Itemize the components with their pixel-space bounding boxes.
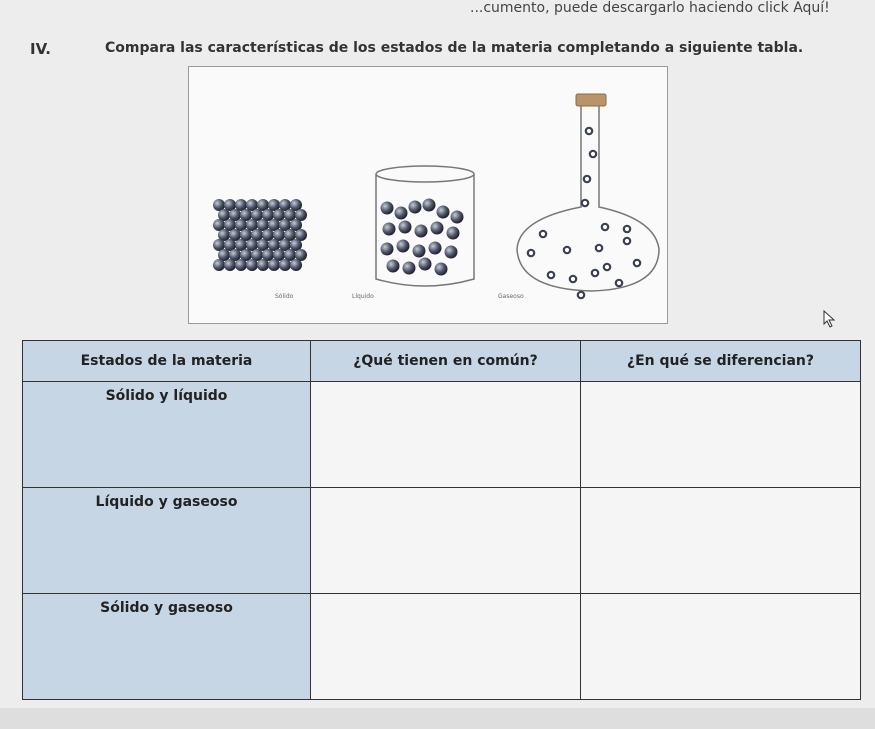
liquid-particle	[447, 227, 460, 240]
gas-particle	[596, 245, 602, 251]
liquid-particles	[381, 199, 464, 276]
gas-particle	[584, 176, 590, 182]
comparison-table	[22, 340, 861, 700]
gas-particle	[602, 224, 608, 230]
solid-particle	[268, 259, 280, 271]
header-common: ¿Qué tienen en común?	[311, 341, 581, 382]
solid-particle	[279, 259, 291, 271]
answer-cell-difference[interactable]	[581, 488, 861, 594]
liquid-particle	[381, 243, 394, 256]
solid-particle	[257, 259, 269, 271]
table-row	[23, 382, 861, 488]
liquid-particle	[429, 242, 442, 255]
header-differences: ¿En qué se diferencian?	[581, 341, 861, 382]
table-row	[23, 594, 861, 700]
liquid-particle	[437, 206, 450, 219]
gas-particle	[578, 292, 584, 298]
liquid-particle	[397, 240, 410, 253]
gas-particle	[624, 226, 630, 232]
solid-particles	[213, 199, 307, 271]
solid-particle	[246, 259, 258, 271]
gas-label: Gaseoso	[498, 293, 524, 300]
download-note: ...cumento, puede descargarlo haciendo click Aquí!	[470, 0, 830, 16]
states-of-matter-figure	[188, 66, 668, 324]
liquid-particle	[413, 245, 426, 258]
gas-particle	[586, 128, 592, 134]
solid-particle	[235, 259, 247, 271]
gas-particle	[582, 200, 588, 206]
solid-particle	[290, 259, 302, 271]
liquid-particle	[445, 246, 458, 259]
liquid-particle	[383, 223, 396, 236]
answer-cell-common[interactable]	[311, 488, 581, 594]
solid-particle	[213, 259, 225, 271]
solid-particle	[224, 259, 236, 271]
gas-particle	[540, 231, 546, 237]
gas-particle	[548, 272, 554, 278]
mouse-cursor-icon	[823, 310, 837, 332]
header-states: Estados de la materia	[23, 341, 311, 382]
gas-particle	[604, 264, 610, 270]
liquid-particle	[395, 207, 408, 220]
row-label-solid-gas: Sólido y gaseoso	[23, 594, 311, 700]
answer-cell-common[interactable]	[311, 594, 581, 700]
gas-particle	[634, 260, 640, 266]
gas-particle	[564, 247, 570, 253]
gas-particle	[590, 151, 596, 157]
row-label-solid-liquid: Sólido y líquido	[23, 382, 311, 488]
row-label-liquid-gas: Líquido y gaseoso	[23, 488, 311, 594]
section-number: IV.	[30, 40, 51, 58]
liquid-label: Líquido	[352, 293, 374, 300]
answer-cell-common[interactable]	[311, 382, 581, 488]
answer-cell-difference[interactable]	[581, 382, 861, 488]
gas-particle	[528, 250, 534, 256]
table-row	[23, 488, 861, 594]
gas-particle	[592, 270, 598, 276]
liquid-particle	[451, 211, 464, 224]
table-header-row	[23, 341, 861, 382]
liquid-particle	[403, 262, 416, 275]
gas-particle	[616, 280, 622, 286]
page-bottom-band	[0, 708, 875, 729]
answer-cell-difference[interactable]	[581, 594, 861, 700]
liquid-particle	[419, 258, 432, 271]
solid-label: Sólido	[275, 293, 294, 300]
liquid-particle	[381, 202, 394, 215]
liquid-particle	[409, 201, 422, 214]
liquid-particle	[415, 225, 428, 238]
gas-particle	[570, 276, 576, 282]
liquid-particle	[435, 263, 448, 276]
gas-particles	[528, 128, 640, 298]
liquid-particle	[387, 260, 400, 273]
liquid-particle	[399, 221, 412, 234]
question-instruction: Compara las características de los estados de la materia completando a siguiente tabla.	[105, 40, 804, 56]
liquid-particle	[423, 199, 436, 212]
gas-particle	[624, 238, 630, 244]
liquid-particle	[431, 222, 444, 235]
